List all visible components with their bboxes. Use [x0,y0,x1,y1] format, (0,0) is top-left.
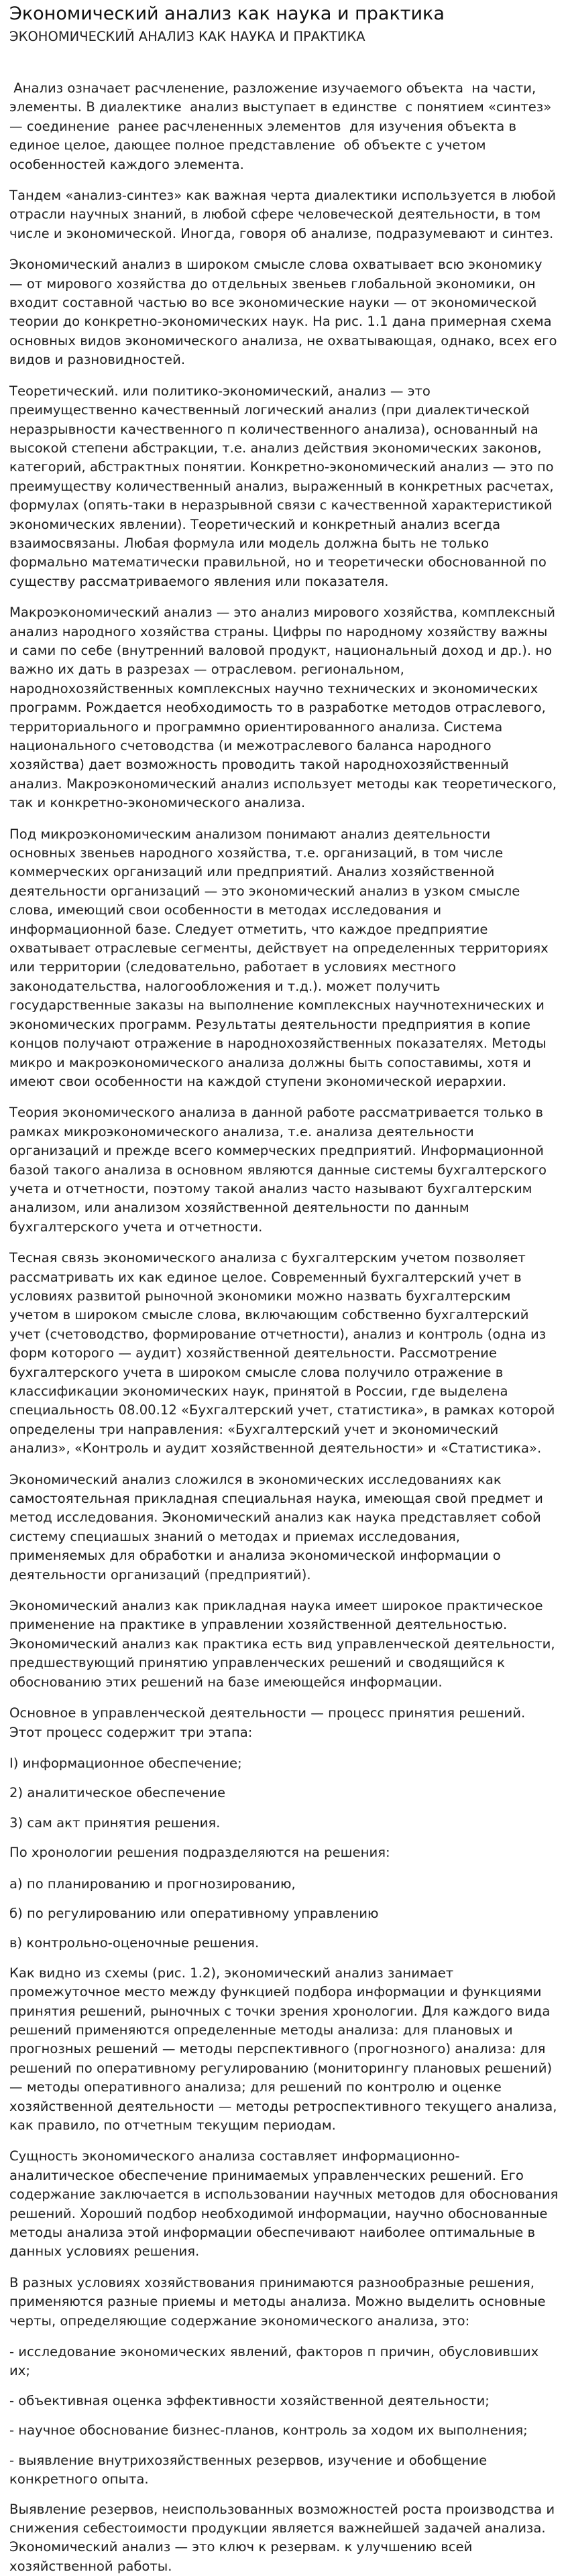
list-item: б) по регулированию или оперативному управлению [9,1904,559,1923]
paragraph: Экономический анализ как прикладная наука имеет широкое практическое применение на практике в управлении хозяйственной деятельностью. Экономический анализ как практика есть вид управленческой деятельности, предшествующий принятию управленческих решений и сводящийся к обоснованию этих решений на базе имеющейся информации. [9,1597,559,1692]
paragraph-intro: Анализ означает расчленение, разложение изучаемого объекта на части, элементы. В диалектике анализ выступает в единстве с понятием «синтез» — соединение ранее расчлененных элементов для изучения объекта в единое целое, дающее полное представление об объекте с учетом особенностей каждого элемента. [9,79,559,174]
list-item: а) по планированию и прогнозированию, [9,1875,559,1894]
paragraph: Экономический анализ в широком смысле слова охватывает всю экономику — от мирового хозяйства до отдельных звеньев глобальной экономики, он входит составной частью во все экономические науки — от экономической теории до конкретно-экономических наук. На рис. 1.1 дана примерная схема основных видов экономического анализа, не охватывающая, однако, всех его видов и разновидностей. [9,255,559,369]
list-item: - объективная оценка эффективности хозяйственной деятельности; [9,2392,559,2410]
paragraph: Основное в управленческой деятельности — процесс принятия решений. Этот процесс содержит три этапа: [9,1704,559,1742]
article-body [9,79,559,2576]
paragraph: Теоретический. или политико-экономический, анализ — это преимущественно качественный логический анализ (при диалектической неразрывности качественного п количественного анализа), основанный на высокой степени абстракции, т.е. анализ действия экономических законов, категорий, абстрактных понятии. Конкретно-экономический анализ — это по преимуществу количественный анализ, выраженный в конкретных расчетах, формулах (опять-таки в неразрывной связи с качественной характеристикой экономических явлении). Теоретический и конкретный анализ всегда взаимосвязаны. Любая формула или модель должна быть не только формально математически правильной, но и теоретически обоснованной по существу рассматриваемого явления или показателя. [9,382,559,591]
paragraph: Макроэкономический анализ — это анализ мирового хозяйства, комплексный анализ народного хозяйства страны. Цифры по народному хозяйству важны и сами по себе (внутренний валовой продукт, национальный доход и др.). но важно их дать в разрезах — отраслевом. региональном, народнохозяйственных комплексных научно технических и экономических программ. Рождается необходимость то в разработке методов отраслевого, территориального и программно ориентированного анализа. Система национального счетоводства (и межотраслевого баланса народного хозяйства) дает возможность проводить такой народнохозяйственный анализ. Макроэкономический анализ использует методы как теоретического, так и конкретно-экономического анализа. [9,603,559,812]
paragraph: Сущность экономического анализа составляет информационно-аналитическое обеспечение принимаемых управленческих решений. Его содержание заключается в использовании научных методов для обоснования решений. Хороший подбор необходимой информации, научно обоснованные методы анализа этой информации обеспечивают наиболее оптимальные в данных условиях решения. [9,2147,559,2261]
paragraph: Как видно из схемы (рис. 1.2), экономический анализ занимает промежуточное место между функцией подбора информации и функциями принятия решений, рыночных с точки зрения хронологии. Для каждого вида решений применяются определенные методы анализа: для плановых и прогнозных решений — методы перспективного (прогнозного) анализа: для решений по оперативному регулированию (мониторингу плановых решений) — методы оперативного анализа; для решений по контролю и оценке хозяйственной деятельности — методы ретроспективного текущего анализа, как правило, по отчетным текущим периодам. [9,1964,559,2136]
list-item: 2) аналитическое обеспечение [9,1784,559,1802]
paragraph: Под микроэкономическим анализом понимают анализ деятельности основных звеньев народного хозяйства, т.е. организаций, в том числе коммерческих организаций или предприятий. Анализ хозяйственной деятельности организаций — это экономический анализ в узком смысле слова, имеющий свои особенности в методах исследования и информационной базе. Следует отметить, что каждое предприятие охватывает отраслевые сегменты, действует на определенных территориях или территории (следовательно, работает в условиях местного законодательства, налогообложения и т.д.). может получить государственные заказы на выполнение комплексных научнотехнических и экономических программ. Результаты деятельности предприятия в копие концов получают отражение в народнохозяйственных показателях. Методы микро и макроэкономического анализа должны быть сопоставимы, хотя и имеют свои особенности на каждой ступени экономической иерархии. [9,825,559,1092]
paragraph: Выявление резервов, неиспользованных возможностей роста производства и снижения себестоимости продукции является важнейшей задачей анализа. Экономический анализ — это ключ к резервам. к улучшению всей хозяйственной работы. [9,2500,559,2576]
paragraph: Тесная связь экономического анализа с бухгалтерским учетом позволяет рассматривать их как единое целое. Современный бухгалтерский учет в условиях развитой рыночной экономики можно назвать бухгалтерским учетом в широком смысле слова, включающим собственно бухгалтерский учет (счетоводство, формирование отчетности), анализ и контроль (одна из форм которого — аудит) хозяйственной деятельности. Рассмотрение бухгалтерского учета в широком смысле слова получило отражение в классификации экономических наук, принятой в России, где выделена специальность 08.00.12 «Бухгалтерский учет, статистика», в рамках которой определены три направления: «Бухгалтерский учет и экономический анализ», «Контроль и аудит хозяйственной деятельности» и «Статистика». [9,1249,559,1458]
list-item: 3) сам акт принятия решения. [9,1814,559,1833]
list-item: - выявление внутрихозяйственных резервов, изучение и обобщение конкретного опыта. [9,2451,559,2490]
list-item: - научное обоснование бизнес-планов, контроль за ходом их выполнения; [9,2421,559,2440]
paragraph: В разных условиях хозяйствования принимаются разнообразные решения, применяются разные приемы и методы анализа. Можно выделить основные черты, определяющие содержание экономического анализа, это: [9,2274,559,2331]
paragraph: Тандем «анализ-синтез» как важная черта диалектики используется в любой отрасли научных знаний, в любой сфере человеческой деятельности, в том числе и экономической. Иногда, говоря об анализе, подразумевают и синтез. [9,186,559,243]
paragraph: Теория экономического анализа в данной работе рассматривается только в рамках микроэкономического анализа, т.е. анализа деятельности организаций и прежде всего коммерческих предприятий. Информационной базой такого анализа в основном являются данные системы бухгалтерского учета и отчетности, поэтому такой анализ часто называют бухгалтерским анализом, или анализом хозяйственной деятельности по данным бухгалтерского учета и отчетности. [9,1103,559,1237]
article-subtitle: ЭКОНОМИЧЕСКИЙ АНАЛИЗ КАК НАУКА И ПРАКТИКА [9,28,559,46]
article-title: Экономический анализ как наука и практика [9,3,559,25]
list-item: в) контрольно-оценочные решения. [9,1934,559,1953]
list-item: I) информационное обеспечение; [9,1754,559,1773]
list-item: - исследование экономических явлений, факторов п причин, обусловивших их; [9,2343,559,2381]
paragraph: Экономический анализ сложился в экономических исследованиях как самостоятельная прикладная специальная наука, имеющая свой предмет и метод исследования. Экономический анализ как наука представляет собой систему специашых знаний о методах и приемах исследования, применяемых для обработки и анализа экономической информации о деятельности организаций (предприятий). [9,1471,559,1585]
paragraph: По хронологии решения подразделяются на решения: [9,1843,559,1862]
